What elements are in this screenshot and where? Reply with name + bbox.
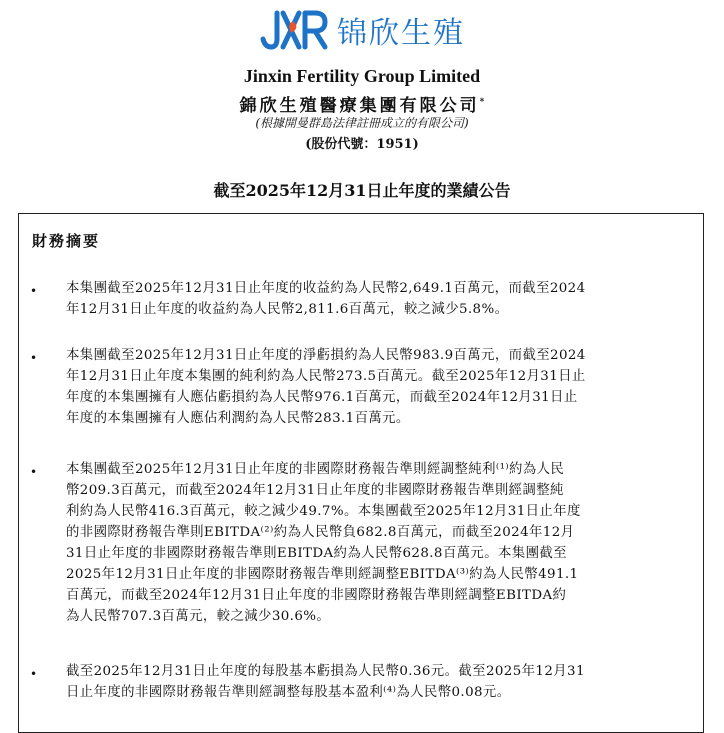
stock-code: (股份代號：1951): [305, 137, 419, 152]
bullet-icon: •: [30, 351, 38, 365]
company-name-en: Jinxin Fertility Group Limited: [243, 66, 481, 86]
highlights-title: 財務摘要: [32, 232, 101, 250]
company-name-zh-mark: *: [479, 97, 485, 108]
bullet-icon: •: [30, 465, 38, 479]
company-name-zh: [0, 91, 724, 116]
highlight-item-net-loss: 本集團截至2025年12月31日止年度的淨虧損約為人民幣983.9百萬元，而截至2024 年12月31日止年度本集團的純利約為人民幣273.5百萬元。截至2025年12月31日止 年度的本集團擁有人應佔虧損約為人民幣976.1百萬元，而截至2024年12月31日止 年度的本集團擁有人應佔利潤約為人民幣283.1百萬元。: [66, 348, 586, 426]
highlight-item-revenue: 本集團截至2025年12月31日止年度的收益約為人民幣2,649.1百萬元，而截至2024 年12月31日止年度的收益約為人民幣2,811.6百萬元，較之減少5.8%。: [66, 281, 586, 317]
financial-highlights-box: [18, 213, 704, 733]
company-name-zh-text: 錦欣生殖醫療集團有限公司: [239, 96, 480, 116]
incorporation-note: (根據開曼群島法律註冊成立的有限公司): [255, 116, 469, 130]
highlight-item-adjusted-metrics: 本集團截至2025年12月31日止年度的非國際財務報告準則經調整純利⁽¹⁾約為人民 幣209.3百萬元，而截至2024年12月31日止年度的非國際財務報告準則經調整純 利約為人民幣416.3百萬元，較之減少49.7%。本集團截至2025年12月31日止年度 的非國際財務報告準則EBITDA⁽²⁾約為人民幣負682.8百萬元，而截至2024年12月 31日止年度的非國際財務報告準則EBITDA約為人民幣628.8百萬元。本集團截至 2025年12月31日止年度的非國際財務報告準則經調整EBITDA⁽³⁾約為人民幣491.1 百萬元，而截至2024年12月31日止年度的非國際財務報告準則經調整EBITDA約 為人民幣707.3百萬元，較之減少30.6%。: [66, 462, 581, 624]
company-logo: [0, 6, 724, 54]
jxr-logo-icon: [259, 9, 329, 51]
bullet-icon: •: [30, 667, 38, 681]
bullet-icon: •: [30, 284, 38, 298]
announcement-title: 截至2025年12月31日止年度的業績公告: [213, 181, 511, 200]
highlight-item-eps: 截至2025年12月31日止年度的每股基本虧損為人民幣0.36元。截至2025年12月31 日止年度的非國際財務報告準則經調整每股基本盈利⁽⁴⁾為人民幣0.08元。: [66, 664, 585, 700]
logo-chinese-text: 锦欣生殖: [337, 16, 465, 51]
